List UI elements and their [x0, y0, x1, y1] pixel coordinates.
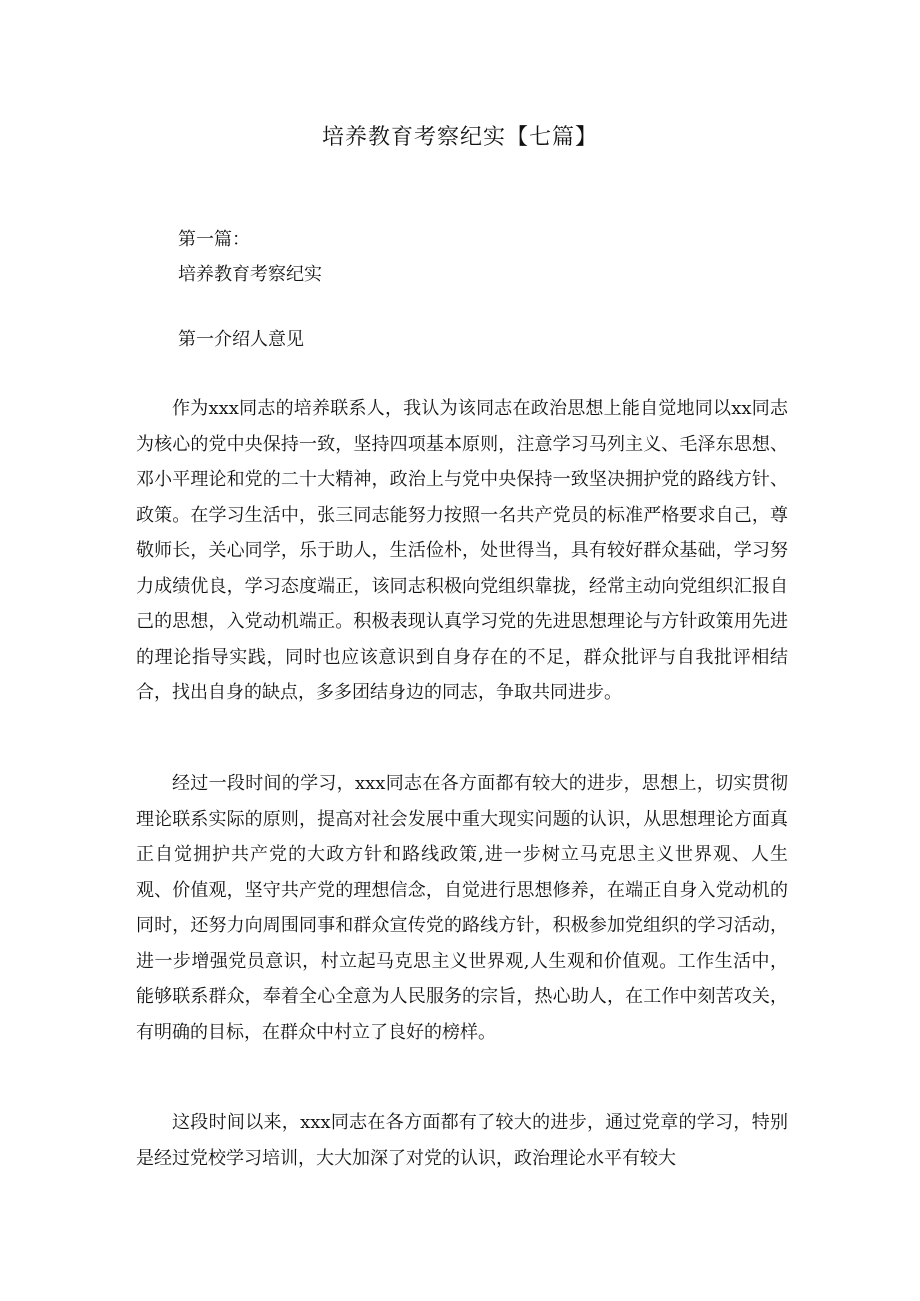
paragraph-2: 经过一段时间的学习，xxx同志在各方面都有较大的进步，思想上，切实贯彻理论联系实际的原则，提高对社会发展中重大现实问题的认识，从思想理论方面真正自觉拥护共产党的大政方针和路线政策,进一步树立马克思主义世界观、人生观、价值观，坚守共产党的理想信念，自觉进行思想修养，在端正自身入党动机的同时，还努力向周围同事和群众宣传党的路线方针，积极参加党组织的学习活动，进一步增强党员意识，村立起马克思主义世界观,人生观和价值观。工作生活中，能够联系群众，奉着全心全意为人民服务的宗旨，热心助人，在工作中刻苦攻关，有明确的目标，在群众中村立了良好的榜样。 — [136, 773, 788, 1043]
section-title: 培养教育考察纪实 — [178, 264, 322, 285]
subsection-title: 第一介绍人意见 — [178, 329, 304, 350]
section-label: 第一篇： — [178, 229, 250, 250]
paragraph-1: 作为xxx同志的培养联系人，我认为该同志在政治思想上能自觉地同以xx同志为核心的党中央保持一致，坚持四项基本原则，注意学习马列主义、毛泽东思想、邓小平理论和党的二十大精神，政治上与党中央保持一致坚决拥护党的路线方针、政策。在学习生活中，张三同志能努力按照一名共产党员的标准严格要求自己，尊敬师长，关心同学，乐于助人，生活俭朴，处世得当，具有较好群众基础，学习努力成绩优良，学习态度端正，该同志积极向党组织靠拢，经常主动向党组织汇报自己的思想，入党动机端正。积极表现认真学习党的先进思想理论与方针政策用先进的理论指导实践，同时也应该意识到自身存在的不足，群众批评与自我批评相结合，找出自身的缺点，多多团结身边的同志，争取共同进步。 — [136, 398, 788, 703]
document-title: 培养教育考察纪实【七篇】 — [321, 125, 598, 150]
paragraph-3: 这段时间以来，xxx同志在各方面都有了较大的进步，通过党章的学习，特别是经过党校学习培训，大大加深了对党的认识，政治理论水平有较大 — [136, 1112, 788, 1169]
